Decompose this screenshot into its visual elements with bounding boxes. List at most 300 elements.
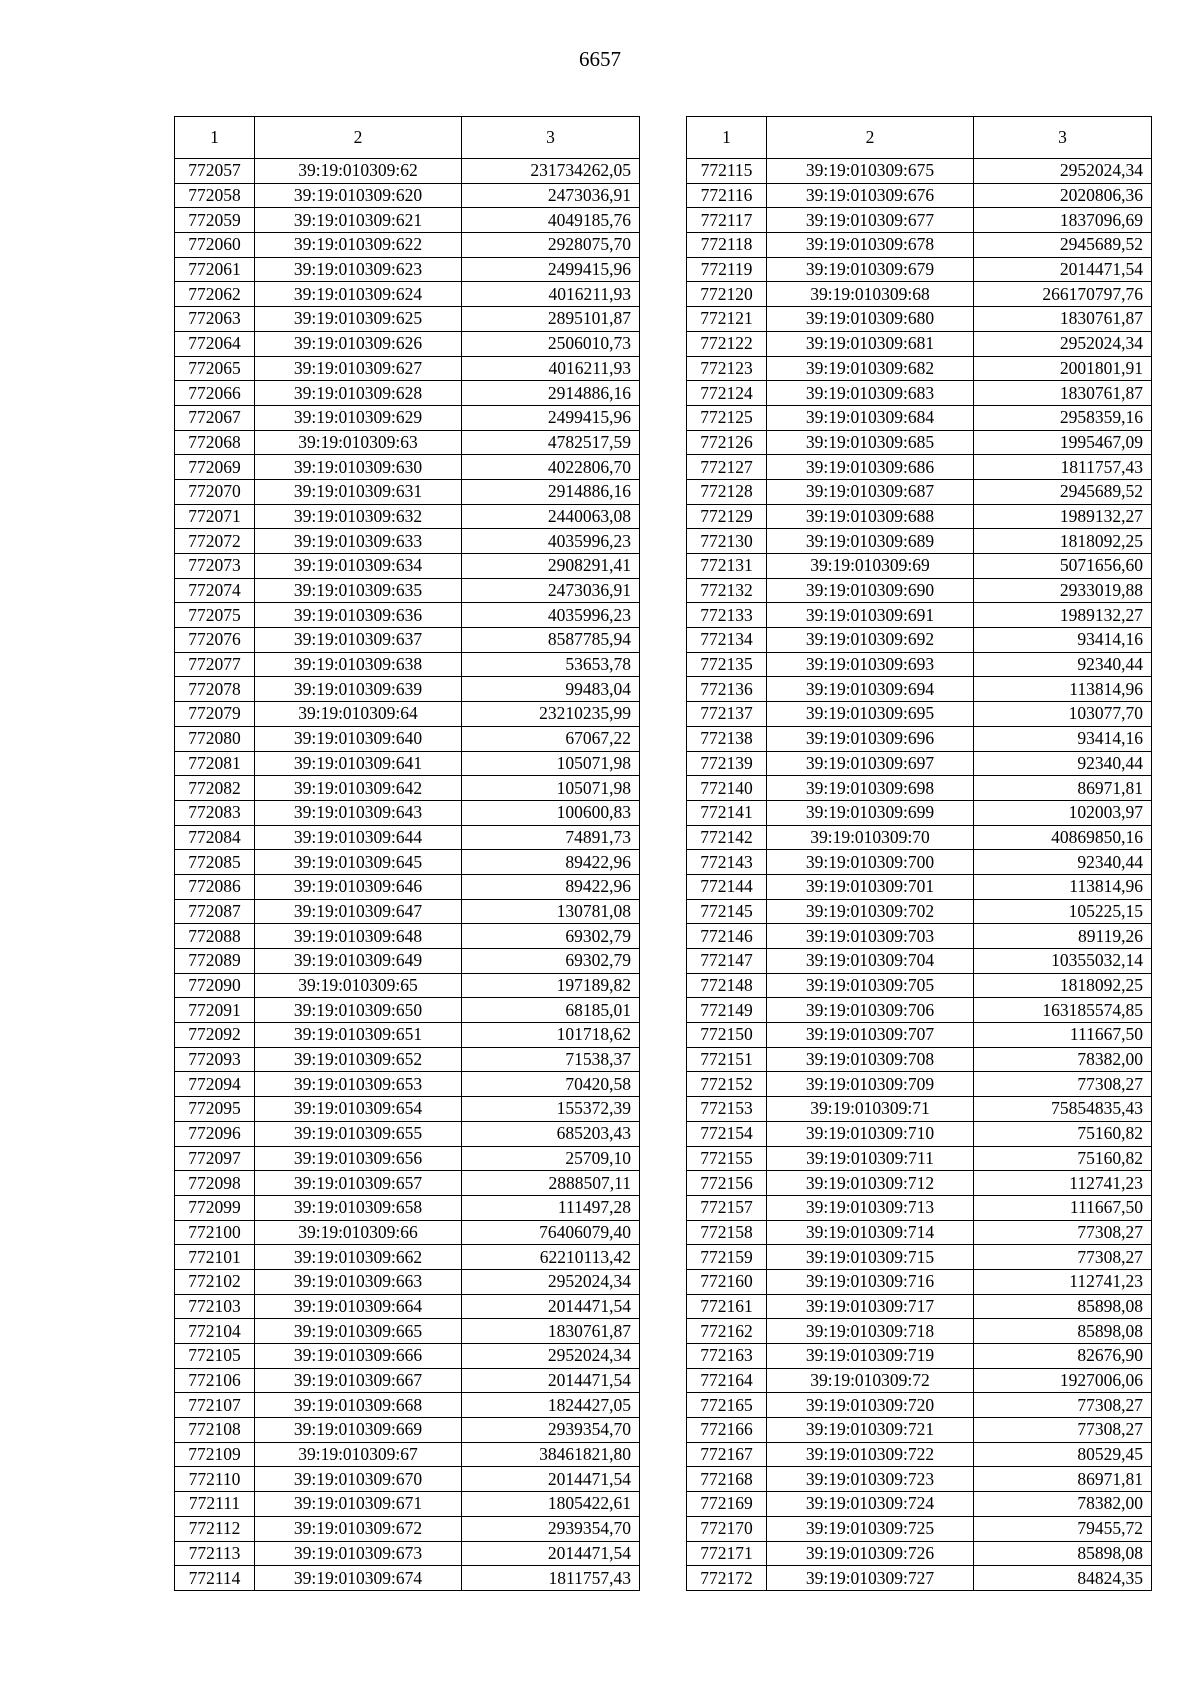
table-row bbox=[175, 1566, 640, 1591]
table-row bbox=[687, 1368, 1152, 1393]
cadastral-number-cell: 39:19:010309:632 bbox=[255, 504, 462, 529]
value-cell: 103077,70 bbox=[974, 702, 1152, 727]
cadastral-number-cell: 39:19:010309:677 bbox=[767, 208, 974, 233]
value-cell: 80529,45 bbox=[974, 1442, 1152, 1467]
row-number-cell: 772061 bbox=[175, 257, 255, 282]
row-number-cell: 772122 bbox=[687, 331, 767, 356]
table-row bbox=[175, 1072, 640, 1097]
value-cell: 78382,00 bbox=[974, 1047, 1152, 1072]
cadastral-number-cell: 39:19:010309:644 bbox=[255, 825, 462, 850]
cadastral-number-cell: 39:19:010309:662 bbox=[255, 1245, 462, 1270]
value-cell: 2939354,70 bbox=[462, 1418, 640, 1443]
value-cell: 2014471,54 bbox=[462, 1368, 640, 1393]
column-header-2: 2 bbox=[767, 117, 974, 159]
cadastral-number-cell: 39:19:010309:624 bbox=[255, 282, 462, 307]
value-cell: 2014471,54 bbox=[462, 1294, 640, 1319]
cadastral-number-cell: 39:19:010309:631 bbox=[255, 479, 462, 504]
cadastral-number-cell: 39:19:010309:642 bbox=[255, 776, 462, 801]
value-cell: 163185574,85 bbox=[974, 998, 1152, 1023]
row-number-cell: 772135 bbox=[687, 652, 767, 677]
row-number-cell: 772161 bbox=[687, 1294, 767, 1319]
value-cell: 112741,23 bbox=[974, 1171, 1152, 1196]
row-number-cell: 772095 bbox=[175, 1097, 255, 1122]
row-number-cell: 772116 bbox=[687, 183, 767, 208]
row-number-cell: 772111 bbox=[175, 1492, 255, 1517]
row-number-cell: 772152 bbox=[687, 1072, 767, 1097]
cadastral-number-cell: 39:19:010309:620 bbox=[255, 183, 462, 208]
cadastral-number-cell: 39:19:010309:630 bbox=[255, 455, 462, 480]
value-cell: 74891,73 bbox=[462, 825, 640, 850]
value-cell: 2499415,96 bbox=[462, 257, 640, 282]
value-cell: 2473036,91 bbox=[462, 183, 640, 208]
table-row bbox=[175, 257, 640, 282]
table-row bbox=[687, 257, 1152, 282]
row-number-cell: 772155 bbox=[687, 1146, 767, 1171]
cadastral-number-cell: 39:19:010309:697 bbox=[767, 751, 974, 776]
value-cell: 2945689,52 bbox=[974, 233, 1152, 258]
table-row bbox=[175, 307, 640, 332]
cadastral-number-cell: 39:19:010309:636 bbox=[255, 603, 462, 628]
value-cell: 2014471,54 bbox=[462, 1467, 640, 1492]
row-number-cell: 772086 bbox=[175, 874, 255, 899]
table-row bbox=[687, 1418, 1152, 1443]
cadastral-number-cell: 39:19:010309:641 bbox=[255, 751, 462, 776]
table-header-row bbox=[175, 117, 640, 159]
value-cell: 113814,96 bbox=[974, 677, 1152, 702]
value-cell: 1830761,87 bbox=[462, 1319, 640, 1344]
cadastral-number-cell: 39:19:010309:702 bbox=[767, 899, 974, 924]
row-number-cell: 772093 bbox=[175, 1047, 255, 1072]
value-cell: 105225,15 bbox=[974, 899, 1152, 924]
cadastral-number-cell: 39:19:010309:635 bbox=[255, 578, 462, 603]
cadastral-number-cell: 39:19:010309:67 bbox=[255, 1442, 462, 1467]
column-header-1: 1 bbox=[175, 117, 255, 159]
table-row bbox=[175, 825, 640, 850]
value-cell: 62210113,42 bbox=[462, 1245, 640, 1270]
row-number-cell: 772099 bbox=[175, 1195, 255, 1220]
row-number-cell: 772101 bbox=[175, 1245, 255, 1270]
table-row bbox=[175, 677, 640, 702]
cadastral-number-cell: 39:19:010309:65 bbox=[255, 973, 462, 998]
cadastral-number-cell: 39:19:010309:725 bbox=[767, 1516, 974, 1541]
column-header-3: 3 bbox=[462, 117, 640, 159]
table-row bbox=[687, 677, 1152, 702]
row-number-cell: 772138 bbox=[687, 726, 767, 751]
cadastral-number-cell: 39:19:010309:62 bbox=[255, 159, 462, 184]
value-cell: 38461821,80 bbox=[462, 1442, 640, 1467]
column-header-3: 3 bbox=[974, 117, 1152, 159]
row-number-cell: 772124 bbox=[687, 381, 767, 406]
row-number-cell: 772128 bbox=[687, 479, 767, 504]
row-number-cell: 772077 bbox=[175, 652, 255, 677]
row-number-cell: 772149 bbox=[687, 998, 767, 1023]
table-row bbox=[687, 1442, 1152, 1467]
cadastral-number-cell: 39:19:010309:645 bbox=[255, 850, 462, 875]
cadastral-number-cell: 39:19:010309:675 bbox=[767, 159, 974, 184]
row-number-cell: 772107 bbox=[175, 1393, 255, 1418]
cadastral-number-cell: 39:19:010309:717 bbox=[767, 1294, 974, 1319]
table-row bbox=[175, 726, 640, 751]
cadastral-number-cell: 39:19:010309:698 bbox=[767, 776, 974, 801]
cadastral-number-cell: 39:19:010309:690 bbox=[767, 578, 974, 603]
table-row bbox=[687, 973, 1152, 998]
table-row bbox=[175, 430, 640, 455]
value-cell: 685203,43 bbox=[462, 1121, 640, 1146]
cadastral-number-cell: 39:19:010309:706 bbox=[767, 998, 974, 1023]
value-cell: 1995467,09 bbox=[974, 430, 1152, 455]
table-row bbox=[687, 331, 1152, 356]
table-row bbox=[175, 1245, 640, 1270]
column-header-1: 1 bbox=[687, 117, 767, 159]
row-number-cell: 772079 bbox=[175, 702, 255, 727]
value-cell: 82676,90 bbox=[974, 1344, 1152, 1369]
value-cell: 102003,97 bbox=[974, 800, 1152, 825]
row-number-cell: 772087 bbox=[175, 899, 255, 924]
row-number-cell: 772151 bbox=[687, 1047, 767, 1072]
row-number-cell: 772080 bbox=[175, 726, 255, 751]
table-row bbox=[175, 529, 640, 554]
table-row bbox=[175, 1442, 640, 1467]
table-row bbox=[687, 307, 1152, 332]
table-row bbox=[175, 282, 640, 307]
row-number-cell: 772120 bbox=[687, 282, 767, 307]
cadastral-number-cell: 39:19:010309:685 bbox=[767, 430, 974, 455]
cadastral-number-cell: 39:19:010309:681 bbox=[767, 331, 974, 356]
row-number-cell: 772098 bbox=[175, 1171, 255, 1196]
cadastral-number-cell: 39:19:010309:715 bbox=[767, 1245, 974, 1270]
cadastral-number-cell: 39:19:010309:655 bbox=[255, 1121, 462, 1146]
value-cell: 105071,98 bbox=[462, 751, 640, 776]
cadastral-number-cell: 39:19:010309:657 bbox=[255, 1171, 462, 1196]
table-row bbox=[687, 1023, 1152, 1048]
value-cell: 130781,08 bbox=[462, 899, 640, 924]
row-number-cell: 772083 bbox=[175, 800, 255, 825]
cadastral-number-cell: 39:19:010309:722 bbox=[767, 1442, 974, 1467]
value-cell: 89422,96 bbox=[462, 874, 640, 899]
cadastral-number-cell: 39:19:010309:629 bbox=[255, 405, 462, 430]
row-number-cell: 772123 bbox=[687, 356, 767, 381]
value-cell: 25709,10 bbox=[462, 1146, 640, 1171]
row-number-cell: 772074 bbox=[175, 578, 255, 603]
row-number-cell: 772076 bbox=[175, 628, 255, 653]
register-table-left bbox=[174, 116, 640, 1591]
value-cell: 2499415,96 bbox=[462, 405, 640, 430]
table-row bbox=[687, 1344, 1152, 1369]
row-number-cell: 772156 bbox=[687, 1171, 767, 1196]
value-cell: 2939354,70 bbox=[462, 1516, 640, 1541]
register-table-right bbox=[686, 116, 1152, 1591]
cadastral-number-cell: 39:19:010309:692 bbox=[767, 628, 974, 653]
table-row bbox=[687, 455, 1152, 480]
table-row bbox=[687, 430, 1152, 455]
cadastral-number-cell: 39:19:010309:719 bbox=[767, 1344, 974, 1369]
table-row bbox=[687, 949, 1152, 974]
row-number-cell: 772085 bbox=[175, 850, 255, 875]
table-row bbox=[687, 1516, 1152, 1541]
value-cell: 2888507,11 bbox=[462, 1171, 640, 1196]
table-row bbox=[687, 652, 1152, 677]
row-number-cell: 772153 bbox=[687, 1097, 767, 1122]
table-row bbox=[687, 825, 1152, 850]
cadastral-number-cell: 39:19:010309:621 bbox=[255, 208, 462, 233]
table-row bbox=[687, 1121, 1152, 1146]
value-cell: 2914886,16 bbox=[462, 381, 640, 406]
value-cell: 68185,01 bbox=[462, 998, 640, 1023]
value-cell: 85898,08 bbox=[974, 1294, 1152, 1319]
value-cell: 89119,26 bbox=[974, 924, 1152, 949]
table-row bbox=[687, 504, 1152, 529]
cadastral-number-cell: 39:19:010309:640 bbox=[255, 726, 462, 751]
cadastral-number-cell: 39:19:010309:634 bbox=[255, 554, 462, 579]
cadastral-number-cell: 39:19:010309:646 bbox=[255, 874, 462, 899]
table-row bbox=[687, 282, 1152, 307]
row-number-cell: 772069 bbox=[175, 455, 255, 480]
table-row bbox=[175, 455, 640, 480]
table-row bbox=[687, 1294, 1152, 1319]
cadastral-number-cell: 39:19:010309:638 bbox=[255, 652, 462, 677]
row-number-cell: 772102 bbox=[175, 1269, 255, 1294]
row-number-cell: 772105 bbox=[175, 1344, 255, 1369]
row-number-cell: 772118 bbox=[687, 233, 767, 258]
cadastral-number-cell: 39:19:010309:709 bbox=[767, 1072, 974, 1097]
table-row bbox=[687, 356, 1152, 381]
row-number-cell: 772167 bbox=[687, 1442, 767, 1467]
table-row bbox=[175, 1344, 640, 1369]
table-row bbox=[687, 1269, 1152, 1294]
value-cell: 4035996,23 bbox=[462, 529, 640, 554]
table-row bbox=[687, 1319, 1152, 1344]
value-cell: 92340,44 bbox=[974, 850, 1152, 875]
value-cell: 2440063,08 bbox=[462, 504, 640, 529]
cadastral-number-cell: 39:19:010309:682 bbox=[767, 356, 974, 381]
cadastral-number-cell: 39:19:010309:693 bbox=[767, 652, 974, 677]
row-number-cell: 772164 bbox=[687, 1368, 767, 1393]
row-number-cell: 772113 bbox=[175, 1541, 255, 1566]
cadastral-number-cell: 39:19:010309:718 bbox=[767, 1319, 974, 1344]
row-number-cell: 772114 bbox=[175, 1566, 255, 1591]
row-number-cell: 772158 bbox=[687, 1220, 767, 1245]
value-cell: 2952024,34 bbox=[462, 1344, 640, 1369]
page-number: 6657 bbox=[579, 47, 621, 71]
value-cell: 4049185,76 bbox=[462, 208, 640, 233]
value-cell: 76406079,40 bbox=[462, 1220, 640, 1245]
table-row bbox=[687, 1393, 1152, 1418]
value-cell: 78382,00 bbox=[974, 1492, 1152, 1517]
row-number-cell: 772137 bbox=[687, 702, 767, 727]
cadastral-number-cell: 39:19:010309:664 bbox=[255, 1294, 462, 1319]
table-row bbox=[175, 1516, 640, 1541]
value-cell: 89422,96 bbox=[462, 850, 640, 875]
table-row bbox=[687, 1047, 1152, 1072]
row-number-cell: 772064 bbox=[175, 331, 255, 356]
table-row bbox=[687, 1171, 1152, 1196]
cadastral-number-cell: 39:19:010309:622 bbox=[255, 233, 462, 258]
row-number-cell: 772062 bbox=[175, 282, 255, 307]
cadastral-number-cell: 39:19:010309:711 bbox=[767, 1146, 974, 1171]
row-number-cell: 772144 bbox=[687, 874, 767, 899]
cadastral-number-cell: 39:19:010309:716 bbox=[767, 1269, 974, 1294]
cadastral-number-cell: 39:19:010309:652 bbox=[255, 1047, 462, 1072]
row-number-cell: 772160 bbox=[687, 1269, 767, 1294]
table-row bbox=[175, 504, 640, 529]
value-cell: 75160,82 bbox=[974, 1121, 1152, 1146]
row-number-cell: 772091 bbox=[175, 998, 255, 1023]
row-number-cell: 772089 bbox=[175, 949, 255, 974]
table-row bbox=[175, 973, 640, 998]
row-number-cell: 772140 bbox=[687, 776, 767, 801]
row-number-cell: 772166 bbox=[687, 1418, 767, 1443]
value-cell: 1824427,05 bbox=[462, 1393, 640, 1418]
table-row bbox=[175, 554, 640, 579]
table-row bbox=[687, 1492, 1152, 1517]
value-cell: 67067,22 bbox=[462, 726, 640, 751]
value-cell: 266170797,76 bbox=[974, 282, 1152, 307]
table-row bbox=[175, 1418, 640, 1443]
value-cell: 2001801,91 bbox=[974, 356, 1152, 381]
value-cell: 2958359,16 bbox=[974, 405, 1152, 430]
cadastral-number-cell: 39:19:010309:708 bbox=[767, 1047, 974, 1072]
row-number-cell: 772125 bbox=[687, 405, 767, 430]
value-cell: 1818092,25 bbox=[974, 973, 1152, 998]
row-number-cell: 772142 bbox=[687, 825, 767, 850]
value-cell: 93414,16 bbox=[974, 628, 1152, 653]
cadastral-number-cell: 39:19:010309:66 bbox=[255, 1220, 462, 1245]
table-row bbox=[175, 850, 640, 875]
value-cell: 2928075,70 bbox=[462, 233, 640, 258]
table-row bbox=[687, 1220, 1152, 1245]
table-row bbox=[687, 776, 1152, 801]
cadastral-number-cell: 39:19:010309:625 bbox=[255, 307, 462, 332]
table-row bbox=[175, 1047, 640, 1072]
value-cell: 77308,27 bbox=[974, 1072, 1152, 1097]
row-number-cell: 772133 bbox=[687, 603, 767, 628]
table-row bbox=[687, 800, 1152, 825]
value-cell: 2506010,73 bbox=[462, 331, 640, 356]
row-number-cell: 772163 bbox=[687, 1344, 767, 1369]
value-cell: 197189,82 bbox=[462, 973, 640, 998]
cadastral-number-cell: 39:19:010309:714 bbox=[767, 1220, 974, 1245]
table-row bbox=[687, 603, 1152, 628]
table-row bbox=[687, 183, 1152, 208]
value-cell: 231734262,05 bbox=[462, 159, 640, 184]
value-cell: 2952024,34 bbox=[974, 159, 1152, 184]
value-cell: 113814,96 bbox=[974, 874, 1152, 899]
table-row bbox=[687, 751, 1152, 776]
row-number-cell: 772148 bbox=[687, 973, 767, 998]
table-row bbox=[175, 1097, 640, 1122]
table-row bbox=[687, 529, 1152, 554]
cadastral-number-cell: 39:19:010309:658 bbox=[255, 1195, 462, 1220]
cadastral-number-cell: 39:19:010309:724 bbox=[767, 1492, 974, 1517]
value-cell: 75854835,43 bbox=[974, 1097, 1152, 1122]
row-number-cell: 772078 bbox=[175, 677, 255, 702]
cadastral-number-cell: 39:19:010309:667 bbox=[255, 1368, 462, 1393]
cadastral-number-cell: 39:19:010309:696 bbox=[767, 726, 974, 751]
row-number-cell: 772110 bbox=[175, 1467, 255, 1492]
row-number-cell: 772172 bbox=[687, 1566, 767, 1591]
row-number-cell: 772090 bbox=[175, 973, 255, 998]
cadastral-number-cell: 39:19:010309:668 bbox=[255, 1393, 462, 1418]
value-cell: 79455,72 bbox=[974, 1516, 1152, 1541]
column-header-2: 2 bbox=[255, 117, 462, 159]
row-number-cell: 772059 bbox=[175, 208, 255, 233]
cadastral-number-cell: 39:19:010309:726 bbox=[767, 1541, 974, 1566]
table-row bbox=[175, 1492, 640, 1517]
cadastral-number-cell: 39:19:010309:69 bbox=[767, 554, 974, 579]
row-number-cell: 772065 bbox=[175, 356, 255, 381]
table-row bbox=[175, 874, 640, 899]
row-number-cell: 772141 bbox=[687, 800, 767, 825]
value-cell: 5071656,60 bbox=[974, 554, 1152, 579]
value-cell: 75160,82 bbox=[974, 1146, 1152, 1171]
row-number-cell: 772134 bbox=[687, 628, 767, 653]
value-cell: 112741,23 bbox=[974, 1269, 1152, 1294]
row-number-cell: 772106 bbox=[175, 1368, 255, 1393]
row-number-cell: 772100 bbox=[175, 1220, 255, 1245]
cadastral-number-cell: 39:19:010309:72 bbox=[767, 1368, 974, 1393]
table-row bbox=[175, 800, 640, 825]
value-cell: 8587785,94 bbox=[462, 628, 640, 653]
table-row bbox=[687, 998, 1152, 1023]
cadastral-number-cell: 39:19:010309:666 bbox=[255, 1344, 462, 1369]
table-row bbox=[175, 998, 640, 1023]
table-row bbox=[175, 1294, 640, 1319]
cadastral-number-cell: 39:19:010309:648 bbox=[255, 924, 462, 949]
value-cell: 69302,79 bbox=[462, 949, 640, 974]
cadastral-number-cell: 39:19:010309:710 bbox=[767, 1121, 974, 1146]
cadastral-number-cell: 39:19:010309:672 bbox=[255, 1516, 462, 1541]
row-number-cell: 772139 bbox=[687, 751, 767, 776]
value-cell: 1805422,61 bbox=[462, 1492, 640, 1517]
cadastral-number-cell: 39:19:010309:70 bbox=[767, 825, 974, 850]
cadastral-number-cell: 39:19:010309:623 bbox=[255, 257, 462, 282]
cadastral-number-cell: 39:19:010309:721 bbox=[767, 1418, 974, 1443]
table-row bbox=[175, 578, 640, 603]
cadastral-number-cell: 39:19:010309:678 bbox=[767, 233, 974, 258]
table-row bbox=[687, 850, 1152, 875]
row-number-cell: 772157 bbox=[687, 1195, 767, 1220]
row-number-cell: 772168 bbox=[687, 1467, 767, 1492]
value-cell: 1818092,25 bbox=[974, 529, 1152, 554]
table-row bbox=[175, 331, 640, 356]
cadastral-number-cell: 39:19:010309:680 bbox=[767, 307, 974, 332]
table-row bbox=[687, 405, 1152, 430]
row-number-cell: 772072 bbox=[175, 529, 255, 554]
table-row bbox=[175, 1146, 640, 1171]
value-cell: 1811757,43 bbox=[974, 455, 1152, 480]
row-number-cell: 772060 bbox=[175, 233, 255, 258]
table-row bbox=[175, 1121, 640, 1146]
value-cell: 4022806,70 bbox=[462, 455, 640, 480]
value-cell: 10355032,14 bbox=[974, 949, 1152, 974]
value-cell: 155372,39 bbox=[462, 1097, 640, 1122]
table-row bbox=[687, 1467, 1152, 1492]
cadastral-number-cell: 39:19:010309:643 bbox=[255, 800, 462, 825]
value-cell: 85898,08 bbox=[974, 1541, 1152, 1566]
table-row bbox=[175, 479, 640, 504]
table-row bbox=[175, 924, 640, 949]
row-number-cell: 772147 bbox=[687, 949, 767, 974]
value-cell: 4782517,59 bbox=[462, 430, 640, 455]
row-number-cell: 772129 bbox=[687, 504, 767, 529]
value-cell: 2945689,52 bbox=[974, 479, 1152, 504]
value-cell: 77308,27 bbox=[974, 1245, 1152, 1270]
cadastral-number-cell: 39:19:010309:674 bbox=[255, 1566, 462, 1591]
value-cell: 100600,83 bbox=[462, 800, 640, 825]
cadastral-number-cell: 39:19:010309:628 bbox=[255, 381, 462, 406]
cadastral-number-cell: 39:19:010309:707 bbox=[767, 1023, 974, 1048]
table-row bbox=[175, 1393, 640, 1418]
